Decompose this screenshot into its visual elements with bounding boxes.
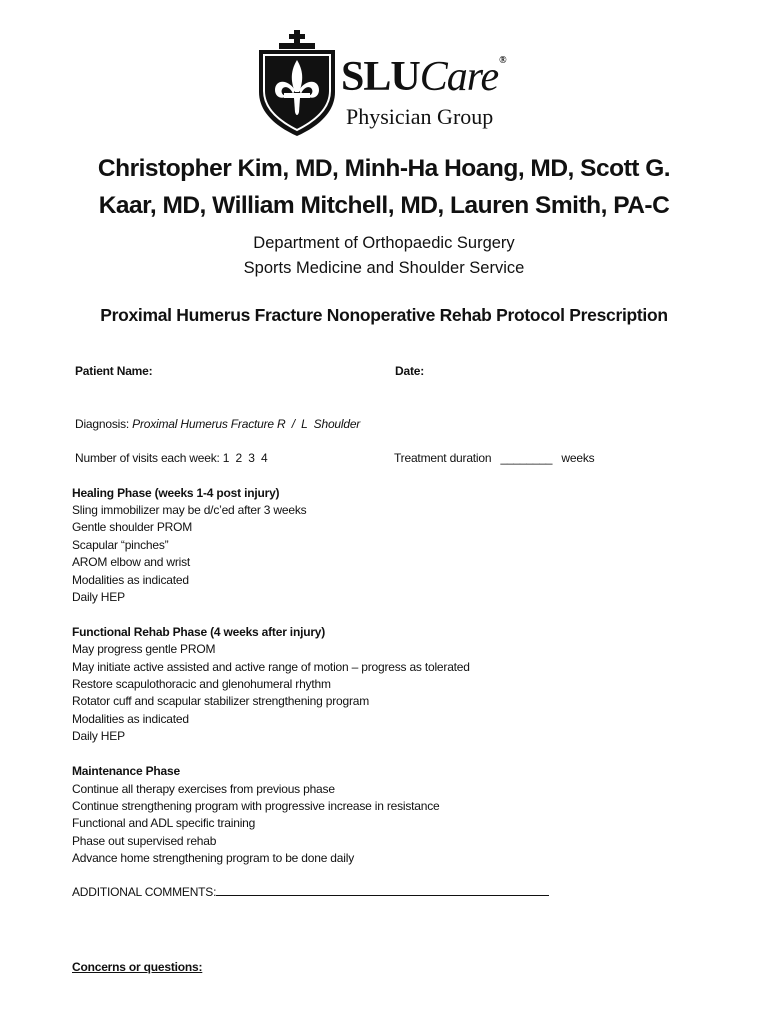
visits-per-week: Number of visits each week: 1 2 3 4 <box>75 451 268 465</box>
phase-title-healing: Healing Phase (weeks 1-4 post injury) <box>72 486 280 500</box>
list-item: May initiate active assisted and active range of motion – progress as tolerated <box>72 660 470 674</box>
list-item: Modalities as indicated <box>72 573 189 587</box>
logo-brand-italic: Care <box>419 54 499 100</box>
diagnosis-value: Proximal Humerus Fracture R / L Shoulder <box>132 417 361 431</box>
additional-comments-label: ADDITIONAL COMMENTS: <box>72 885 217 899</box>
concerns-label: Concerns or questions: <box>72 960 203 974</box>
list-item: Modalities as indicated <box>72 712 189 726</box>
list-item: Restore scapulothoracic and glenohumeral rhythm <box>72 677 331 691</box>
treatment-duration-row <box>394 451 594 465</box>
list-item: Daily HEP <box>72 590 125 604</box>
patient-name-label: Patient Name: <box>75 364 153 378</box>
logo-brand-bold: SLU <box>341 54 420 100</box>
treatment-duration-unit: weeks <box>561 451 595 465</box>
list-item: Daily HEP <box>72 729 125 743</box>
service: Sports Medicine and Shoulder Service <box>243 259 525 277</box>
treatment-duration-label: Treatment duration <box>394 451 492 465</box>
list-item: Functional and ADL specific training <box>72 816 256 830</box>
phase-title-maintenance: Maintenance Phase <box>72 764 180 778</box>
list-item: Rotator cuff and scapular stabilizer strengthening program <box>72 694 370 708</box>
diagnosis-row <box>75 417 360 431</box>
date-label: Date: <box>395 364 425 378</box>
list-item: May progress gentle PROM <box>72 642 216 656</box>
treatment-duration-blank[interactable]: ________ <box>500 451 553 465</box>
doctors-line-2: Kaar, MD, William Mitchell, MD, Lauren Smith, PA-C <box>98 192 670 219</box>
logo-wordmark <box>341 56 506 98</box>
list-item: Sling immobilizer may be d/c’ed after 3 weeks <box>72 503 307 517</box>
list-item: Phase out supervised rehab <box>72 834 217 848</box>
logo-subtitle: Physician Group <box>346 104 494 129</box>
form-title: Proximal Humerus Fracture Nonoperative Rehab Protocol Prescription <box>100 305 668 325</box>
list-item: Continue all therapy exercises from previous phase <box>72 782 335 796</box>
list-item: Advance home strengthening program to be done daily <box>72 851 354 865</box>
list-item: Scapular “pinches” <box>72 538 169 552</box>
doctors-line-1: Christopher Kim, MD, Minh-Ha Hoang, MD, Scott G. <box>97 155 671 182</box>
department: Department of Orthopaedic Surgery <box>253 234 515 252</box>
list-item: Gentle shoulder PROM <box>72 520 193 534</box>
registered-mark: ® <box>499 55 506 66</box>
list-item: Continue strengthening program with progressive increase in resistance <box>72 799 440 813</box>
list-item: AROM elbow and wrist <box>72 555 191 569</box>
additional-comments-row <box>72 885 549 899</box>
phase-title-functional: Functional Rehab Phase (4 weeks after injury) <box>72 625 326 639</box>
diagnosis-label: Diagnosis: <box>75 417 130 431</box>
additional-comments-field[interactable] <box>216 885 549 896</box>
slucare-shield-logo <box>257 30 337 138</box>
